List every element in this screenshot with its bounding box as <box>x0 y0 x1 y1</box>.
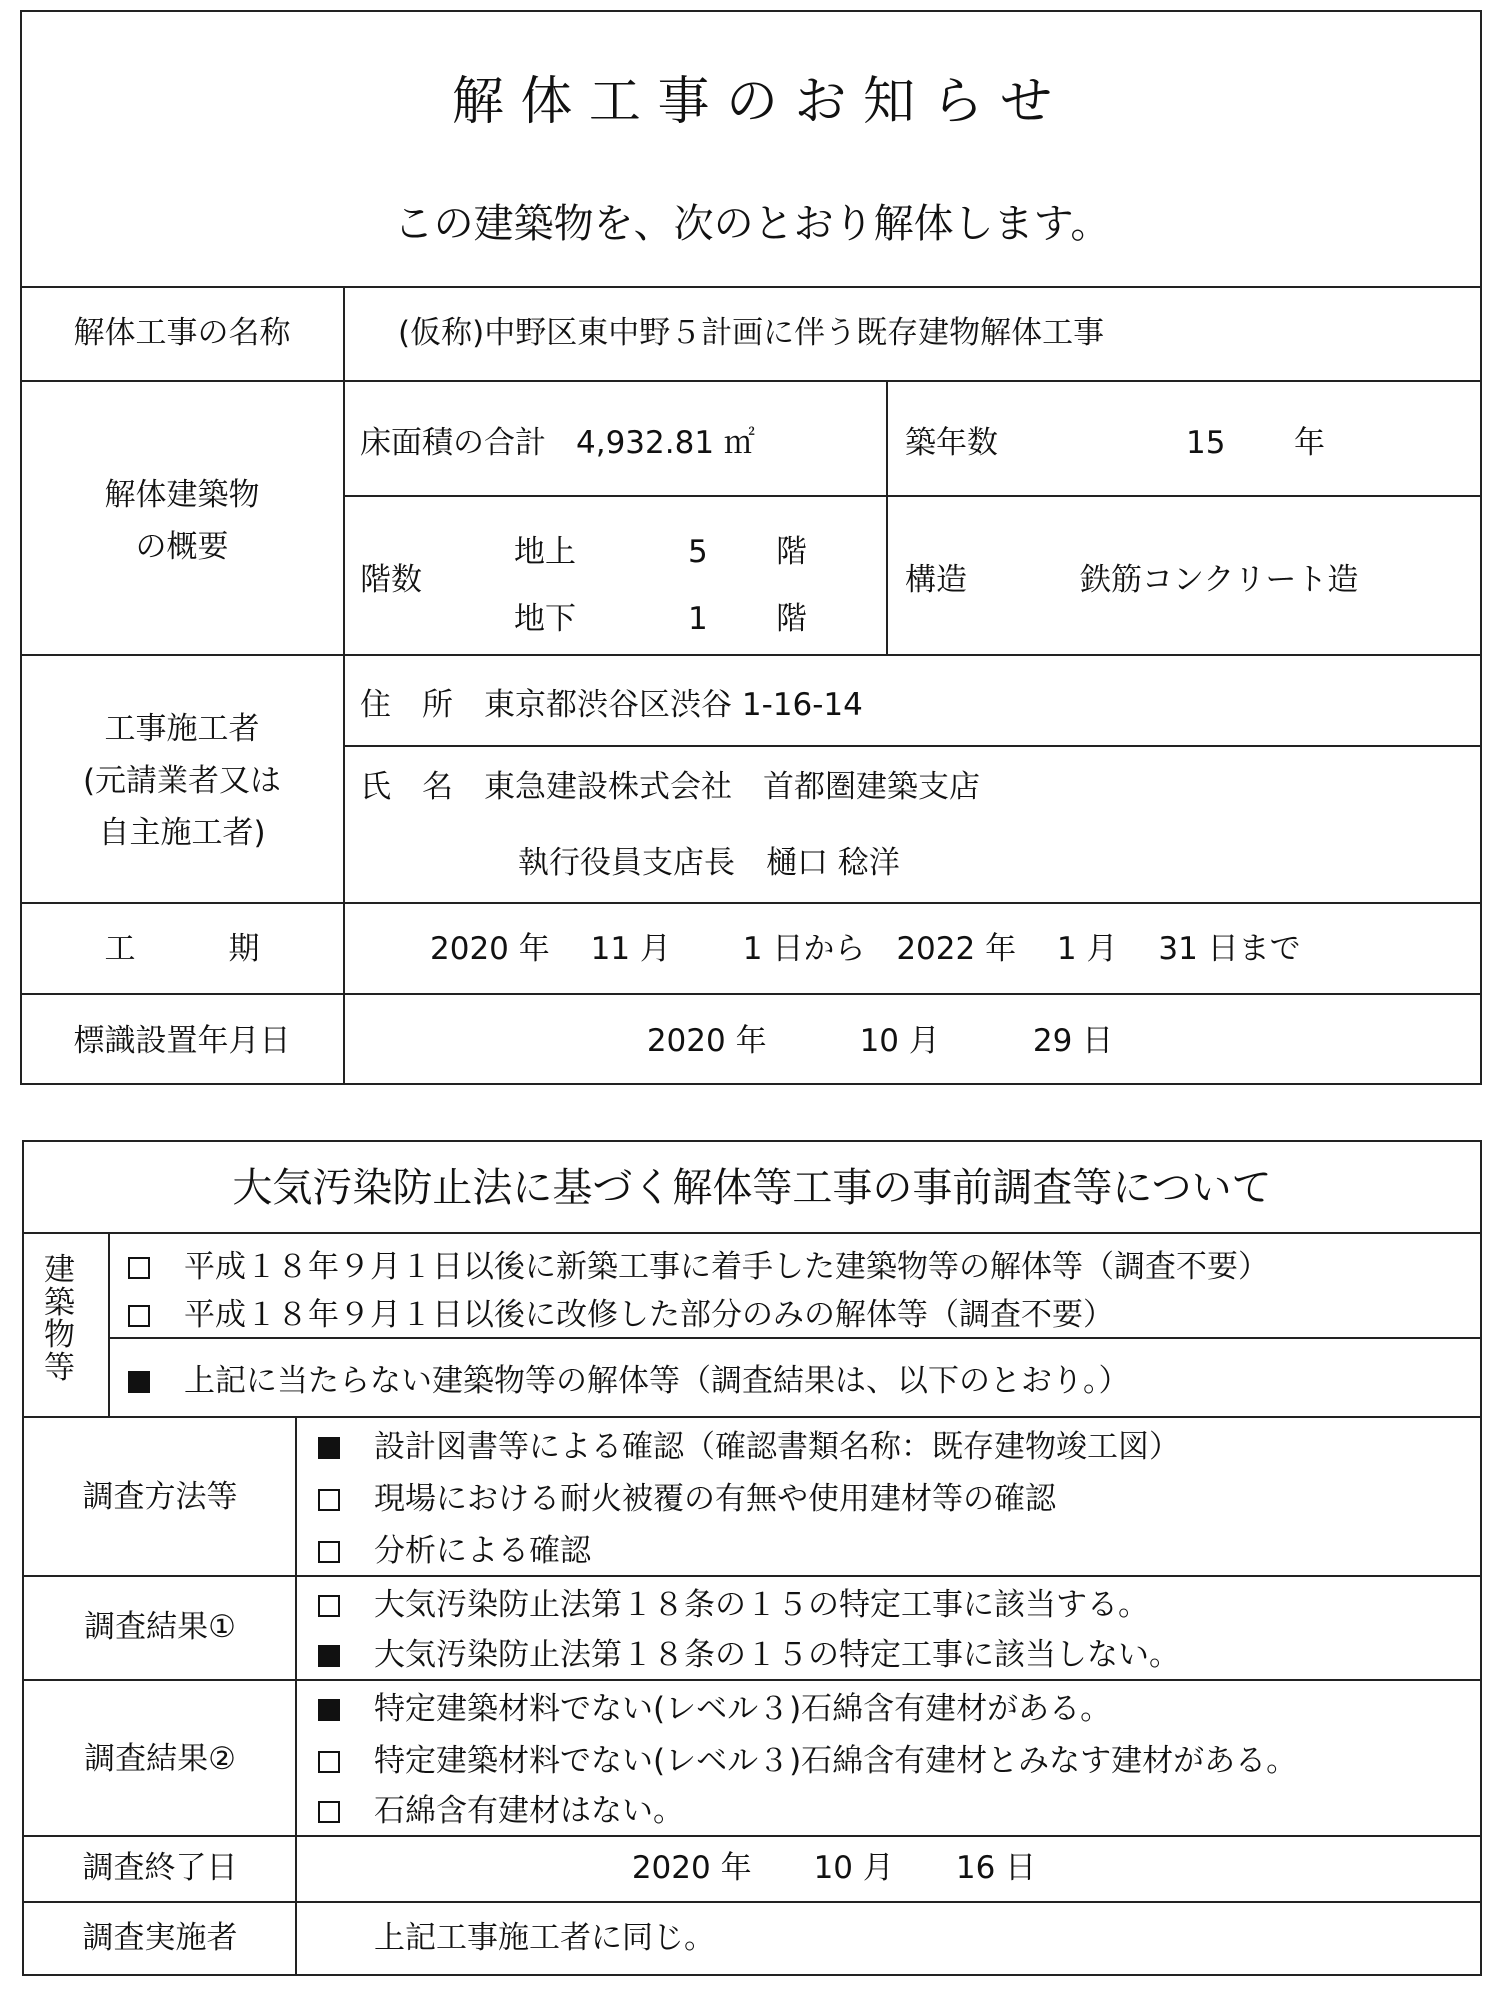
below-unit: 階 <box>776 601 807 637</box>
contractor-label-2: (元請業者又は <box>82 763 282 799</box>
notice-title: 解 体 工 事 の お 知 ら せ <box>451 72 1053 132</box>
checkbox-checked[interactable] <box>318 1437 340 1459</box>
building-item[interactable] <box>128 1297 1114 1333</box>
checkbox[interactable] <box>128 1305 150 1327</box>
sign-date-value: 2020 年 10 月 29 日 <box>646 1023 1114 1059</box>
result1-item[interactable] <box>318 1637 1180 1673</box>
above-value: 5 <box>688 534 708 570</box>
notice-subtitle: この建築物を、次のとおり解体します。 <box>393 201 1111 247</box>
result2-item[interactable] <box>318 1691 1112 1727</box>
end-date-label: 調査終了日 <box>82 1850 238 1886</box>
checkbox[interactable] <box>318 1595 340 1617</box>
building-label-char: 建 <box>44 1252 75 1288</box>
below-label: 地下 <box>514 601 576 637</box>
age-value: 15 <box>1186 425 1226 461</box>
building-item[interactable] <box>128 1249 1269 1285</box>
name-value: (仮称)中野区東中野５計画に伴う既存建物解体工事 <box>398 315 1105 351</box>
method-item[interactable] <box>318 1429 1180 1465</box>
floors-label: 階数 <box>360 562 422 598</box>
contractor-label-3: 自主施工者) <box>98 815 266 851</box>
period-value: 2020 年 11 月 1 日から 2022 年 1 月 31 日まで <box>430 931 1301 967</box>
checkbox[interactable] <box>128 1257 150 1279</box>
above-unit: 階 <box>776 534 807 570</box>
building-item-text: 平成１８年９月１日以後に改修した部分のみの解体等（調査不要） <box>184 1297 1114 1333</box>
checkbox-checked[interactable] <box>128 1371 150 1393</box>
result1-item-text: 大気汚染防止法第１８条の１５の特定工事に該当する。 <box>374 1587 1149 1623</box>
floor-area-value: 4,932.81 ㎡ <box>576 425 755 461</box>
checkbox-checked[interactable] <box>318 1699 340 1721</box>
building-label-char: 築 <box>44 1284 75 1321</box>
checkbox-checked[interactable] <box>318 1645 340 1667</box>
building-item[interactable] <box>128 1363 1130 1399</box>
checkbox[interactable] <box>318 1489 340 1511</box>
name2-label: 氏 名 <box>360 769 453 805</box>
age-unit: 年 <box>1294 425 1325 461</box>
age-label: 築年数 <box>905 425 998 461</box>
floor-area-label: 床面積の合計 <box>360 425 546 461</box>
period-label: 工 期 <box>104 931 260 967</box>
result2-item-text: 特定建築材料でない(レベル３)石綿含有建材がある。 <box>374 1691 1112 1727</box>
checkbox[interactable] <box>318 1541 340 1563</box>
result2-item-text: 特定建築材料でない(レベル３)石綿含有建材とみなす建材がある。 <box>374 1743 1298 1779</box>
address-label: 住 所 <box>360 687 453 723</box>
representative: 執行役員支店長 樋口 稔洋 <box>518 845 900 881</box>
method-item-text: 現場における耐火被覆の有無や使用建材等の確認 <box>374 1481 1056 1517</box>
method-item-text: 分析による確認 <box>374 1533 591 1569</box>
checkbox[interactable] <box>318 1801 340 1823</box>
notice-table <box>20 10 1482 1085</box>
company-name: 東急建設株式会社 首都圏建築支店 <box>484 769 980 805</box>
building-label-char: 物 <box>44 1317 75 1354</box>
structure-value: 鉄筋コンクリート造 <box>1080 562 1359 598</box>
result2-item[interactable] <box>318 1743 1298 1779</box>
method-label: 調査方法等 <box>82 1479 238 1515</box>
survey-title: 大気汚染防止法に基づく解体等工事の事前調査等について <box>232 1165 1272 1211</box>
address-value: 東京都渋谷区渋谷 1-16-14 <box>484 687 863 723</box>
method-item[interactable] <box>318 1481 1056 1517</box>
method-item-text: 設計図書等による確認（確認書類名称：既存建物竣工図） <box>374 1429 1180 1465</box>
checkbox[interactable] <box>318 1751 340 1773</box>
name-label: 解体工事の名称 <box>73 315 291 351</box>
above-label: 地上 <box>514 534 576 570</box>
structure-label: 構造 <box>905 562 967 598</box>
building-item-text: 上記に当たらない建築物等の解体等（調査結果は、以下のとおり。） <box>184 1363 1130 1399</box>
overview-label: 解体建築物 <box>104 477 260 513</box>
building-label <box>44 1254 75 1384</box>
below-value: 1 <box>688 601 708 637</box>
sign-date-label: 標識設置年月日 <box>73 1023 291 1059</box>
result2-item-text: 石綿含有建材はない。 <box>374 1793 684 1829</box>
implementer-label: 調査実施者 <box>82 1920 238 1956</box>
method-item[interactable] <box>318 1533 591 1569</box>
result2-item[interactable] <box>318 1793 684 1829</box>
result1-label: 調査結果① <box>84 1609 236 1645</box>
result2-label: 調査結果② <box>84 1741 236 1777</box>
result1-item-text: 大気汚染防止法第１８条の１５の特定工事に該当しない。 <box>374 1637 1180 1673</box>
implementer-value: 上記工事施工者に同じ。 <box>374 1920 715 1956</box>
contractor-label: 工事施工者 <box>104 711 260 747</box>
end-date-value: 2020 年 10 月 16 日 <box>631 1850 1037 1886</box>
result1-item[interactable] <box>318 1587 1149 1623</box>
building-label-char: 等 <box>44 1349 75 1386</box>
building-item-text: 平成１８年９月１日以後に新築工事に着手した建築物等の解体等（調査不要） <box>184 1249 1269 1285</box>
overview-label-2: の概要 <box>135 529 229 565</box>
